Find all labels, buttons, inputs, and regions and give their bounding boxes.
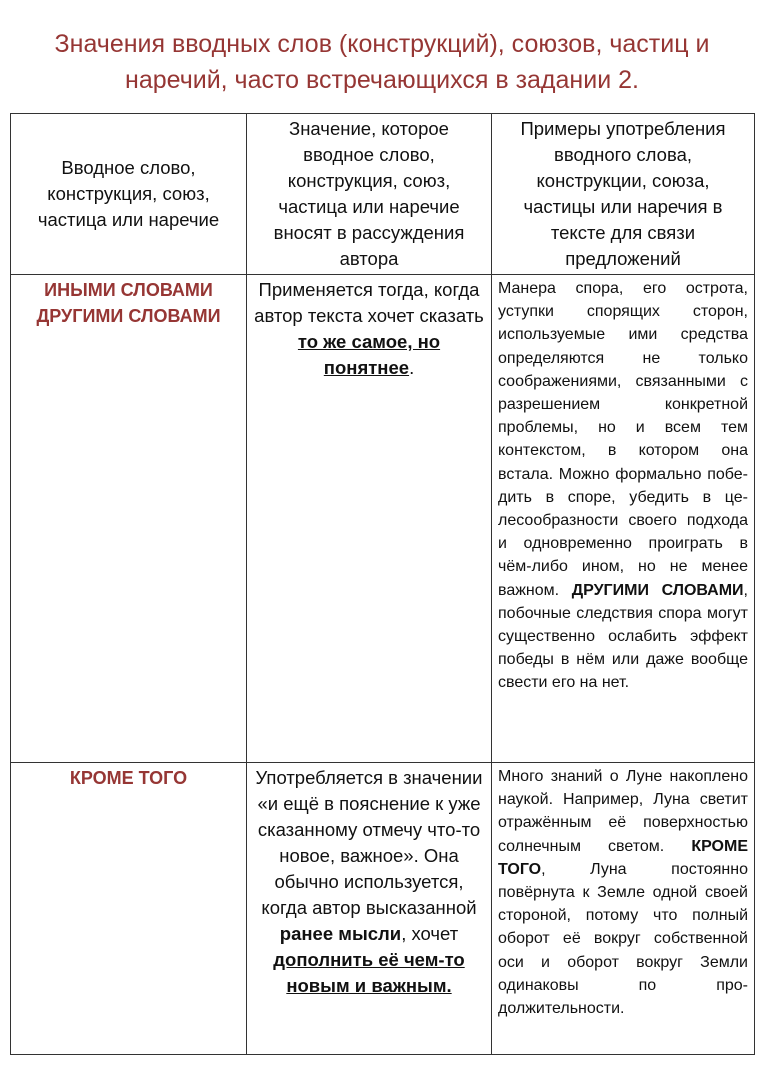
reference-table bbox=[10, 113, 755, 1055]
meaning-emphasis: то же самое, но понятнее bbox=[297, 331, 441, 378]
example-cell bbox=[492, 763, 755, 1055]
example-text: Много знаний о Луне накоплено наукой. Например, Луна светит отражённым её поверхностью солнечным светом. bbox=[498, 768, 748, 855]
example-highlight: ДРУГИМИ СЛОВАМИ bbox=[571, 581, 744, 599]
meaning-end: . bbox=[409, 357, 415, 378]
meaning-cell bbox=[247, 275, 492, 763]
meaning-text: Применяется тогда, когда автор текста хочет сказать bbox=[254, 279, 484, 326]
meaning-cell bbox=[247, 763, 492, 1055]
example-text: , побочные следствия спора могут существенно ослабить эффект победы в нём или даже вообще свести его на нет. bbox=[498, 581, 748, 692]
meaning-emphasis: дополнить её чем-то новым и важным. bbox=[273, 949, 465, 996]
header-examples: Примеры употребления вводного слова, конструкции, союза, частицы или наречия в тексте для связи предложений bbox=[492, 114, 755, 275]
term-name: ИНЫМИ СЛОВАМИ bbox=[44, 280, 213, 300]
title-line-2-text: наречий, часто встречающихся в задании 2 bbox=[125, 66, 633, 94]
meaning-bold: ранее мысли bbox=[279, 923, 402, 944]
meaning-text: Употребляется в значении «и ещё в пояснение к уже сказанному отмечу что-то новое, важное». Она обычно используется, когда автор высказанной bbox=[255, 767, 483, 918]
title-line-2 bbox=[24, 62, 740, 98]
example-text: Манера спора, его острота, уступки спорящих сторон, используемые ими средства определяются не только соображениями, связанными с разрешением конкретной проблемы, но и всем тем контекстом, в котором она встала. Можно формально победить в споре, убедить в целесообразности своего подхода и одновременно проиграть в чём-либо ином, но не менее важном. bbox=[498, 280, 748, 599]
term-name: ДРУГИМИ СЛОВАМИ bbox=[36, 306, 221, 326]
title-line-1: Значения вводных слов (конструкций), союзов, частиц и bbox=[54, 30, 710, 58]
term-name: КРОМЕ ТОГО bbox=[69, 768, 188, 788]
table-row bbox=[11, 763, 755, 1055]
header-row bbox=[11, 114, 755, 275]
term-cell bbox=[11, 275, 247, 763]
page-title bbox=[24, 26, 740, 98]
title-period: . bbox=[632, 66, 639, 94]
table-row bbox=[11, 275, 755, 763]
example-cell bbox=[492, 275, 755, 763]
header-meaning: Значение, которое вводное слово, конструкция, союз, частица или наречие вносят в рассуждения автора bbox=[247, 114, 492, 275]
term-cell bbox=[11, 763, 247, 1055]
meaning-text: , хочет bbox=[401, 923, 459, 944]
example-text: , Луна постоянно повёрнута к Земле одной своей стороной, потому что полный оборот её вокруг собственной оси и оборот вокруг Земли одинаковы по продолжительности. bbox=[498, 860, 748, 1018]
header-term: Вводное слово, конструкция, союз, частица или наречие bbox=[11, 114, 247, 275]
example-highlight: КРОМЕ ТОГО bbox=[498, 837, 748, 878]
